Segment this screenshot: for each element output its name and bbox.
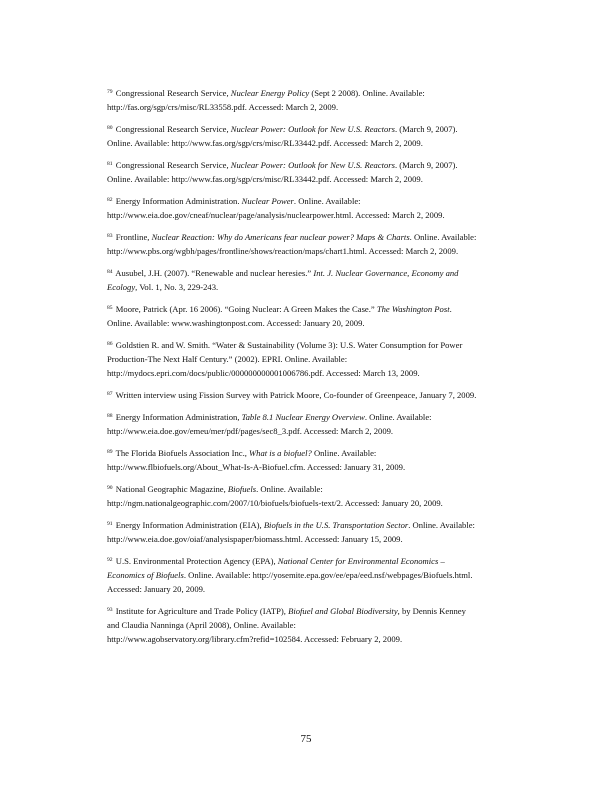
footnote-number: 90 — [107, 485, 113, 491]
footnotes-list — [107, 86, 547, 654]
footnote-text: Energy Information Administration, — [115, 412, 242, 422]
footnote-line — [107, 482, 547, 496]
footnote-text: http://mydocs.epri.com/docs/public/000000000001006786.pdf. Accessed: March 13, 2009. — [107, 368, 420, 378]
italic-title: Int. J. Nuclear Governance, Economy and — [313, 268, 459, 278]
footnote-line — [107, 100, 547, 114]
footnote-text: Online. Available: — [311, 448, 377, 458]
footnote-text: Written interview using Fission Survey with Patrick Moore, Co-founder of Greenpeace, January 7, 2009. — [115, 390, 477, 400]
footnote-text: http://www.flbiofuels.org/About_What-Is-A-Biofuel.cfm. Accessed: January 31, 2009. — [107, 462, 406, 472]
footnote-line — [107, 172, 547, 186]
footnote-line — [107, 158, 547, 172]
footnote-number: 92 — [107, 557, 113, 563]
page-number: 75 — [300, 733, 312, 745]
footnote-line — [107, 208, 547, 222]
footnote-86 — [107, 338, 547, 380]
footnote-line — [107, 632, 547, 646]
italic-title: Ecology — [107, 282, 136, 292]
footnote-number: 84 — [107, 269, 113, 275]
footnote-text: U.S. Environmental Protection Agency (EPA), — [115, 556, 278, 566]
footnote-89 — [107, 446, 547, 474]
footnote-text: Energy Information Administration. — [115, 196, 242, 206]
footnote-81 — [107, 158, 547, 186]
footnote-number: 83 — [107, 233, 113, 239]
footnote-line — [107, 338, 547, 352]
footnote-79 — [107, 86, 547, 114]
footnote-text: http://www.pbs.org/wgbh/pages/frontline/shows/reaction/maps/chart1.html. Accessed: March 2, 2009. — [107, 246, 459, 256]
footnote-text: , by Dennis Kenney — [397, 606, 466, 616]
footnote-text: . Online. Available: — [409, 232, 477, 242]
footnote-text: National Geographic Magazine, — [115, 484, 228, 494]
footnote-80 — [107, 122, 547, 150]
footnote-line — [107, 122, 547, 136]
footnote-line — [107, 460, 547, 474]
footnote-text: Production-The Next Half Century.” (2002). EPRI. Online. Available: — [107, 354, 348, 364]
footnote-number: 79 — [107, 89, 113, 95]
footnote-text: . Online. Available: — [364, 412, 432, 422]
footnote-text: http://www.agobservatory.org/library.cfm?refid=102584. Accessed: February 2, 2009. — [107, 634, 403, 644]
italic-title: Biofuels in the U.S. Transportation Sector — [263, 520, 409, 530]
footnote-line — [107, 230, 547, 244]
footnote-number: 89 — [107, 449, 113, 455]
footnote-text: Congressional Research Service, — [115, 160, 231, 170]
footnote-number: 93 — [107, 607, 113, 613]
italic-title: National Center for Environmental Economics – — [277, 556, 445, 566]
footnote-text: . Online. Available: — [293, 196, 361, 206]
footnote-text: . — [449, 304, 452, 314]
footnote-text: and Claudia Nanninga (April 2008), Online. Available: — [107, 620, 296, 630]
footnote-87 — [107, 388, 547, 402]
footnote-text: . Online. Available: — [256, 484, 323, 494]
footnote-text: Energy Information Administration (EIA), — [115, 520, 264, 530]
footnote-text: . Online. Available: — [408, 520, 475, 530]
footnote-line — [107, 410, 547, 424]
footnote-line — [107, 532, 547, 546]
footnote-line — [107, 352, 547, 366]
footnote-85 — [107, 302, 547, 330]
italic-title: Biofuel and Global Biodiversity — [288, 606, 398, 616]
italic-title: Nuclear Reaction: Why do Americans fear nuclear power? Maps & Charts — [151, 232, 410, 242]
footnote-number: 88 — [107, 413, 113, 419]
italic-title: Table 8.1 Nuclear Energy Overview — [241, 412, 365, 422]
footnote-text: http://www.eia.doe.gov/oiaf/analysispaper/biomass.html. Accessed: January 15, 2009. — [107, 534, 403, 544]
footnote-text: Online. Available: http://www.fas.org/sgp/crs/misc/RL33442.pdf. Accessed: March 2, 2009. — [107, 138, 423, 148]
footnote-line — [107, 266, 547, 280]
footnote-text: (Sept 2 2008). Online. Available: — [309, 88, 425, 98]
italic-title: Nuclear Power — [241, 196, 294, 206]
footnote-line — [107, 280, 547, 294]
footnote-text: http://www.eia.doe.gov/cneaf/nuclear/page/analysis/nuclearpower.html. Accessed: March 2, 2009. — [107, 210, 445, 220]
footnote-91 — [107, 518, 547, 546]
footnote-83 — [107, 230, 547, 258]
footnote-text: . (March 9, 2007). — [395, 160, 458, 170]
footnote-line — [107, 366, 547, 380]
italic-title: Economics of Biofuels — [107, 570, 184, 580]
footnote-text: , Vol. 1, No. 3, 229-243. — [135, 282, 219, 292]
footnote-93 — [107, 604, 547, 646]
footnote-number: 87 — [107, 391, 113, 397]
footnote-line — [107, 582, 547, 596]
footnote-text: Ausubel, J.H. (2007). “Renewable and nuclear heresies.” — [115, 268, 314, 278]
footnote-line — [107, 136, 547, 150]
footnote-line — [107, 554, 547, 568]
footnote-line — [107, 568, 547, 582]
footnote-line — [107, 446, 547, 460]
footnote-82 — [107, 194, 547, 222]
footnote-text: Moore, Patrick (Apr. 16 2006). “Going Nuclear: A Green Makes the Case.” — [115, 304, 377, 314]
footnote-92 — [107, 554, 547, 596]
footnote-text: http://fas.org/sgp/crs/misc/RL33558.pdf. Accessed: March 2, 2009. — [107, 102, 339, 112]
footnote-text: The Florida Biofuels Association Inc., — [115, 448, 250, 458]
footnote-text: Online. Available: www.washingtonpost.com. Accessed: January 20, 2009. — [107, 318, 365, 328]
footnote-text: Accessed: January 20, 2009. — [107, 584, 206, 594]
footnote-90 — [107, 482, 547, 510]
footnote-line — [107, 604, 547, 618]
italic-title: The Washington Post — [376, 304, 450, 314]
italic-title: Biofuels — [227, 484, 257, 494]
footnote-text: Online. Available: http://www.fas.org/sgp/crs/misc/RL33442.pdf. Accessed: March 2, 2009. — [107, 174, 423, 184]
footnote-number: 81 — [107, 161, 113, 167]
footnote-number: 82 — [107, 197, 113, 203]
footnote-line — [107, 194, 547, 208]
footnote-line — [107, 618, 547, 632]
footnote-number: 86 — [107, 341, 113, 347]
footnote-line — [107, 244, 547, 258]
footnote-line — [107, 518, 547, 532]
footnote-line — [107, 424, 547, 438]
footnote-text: Congressional Research Service, — [115, 124, 231, 134]
italic-title: Nuclear Power: Outlook for New U.S. Reactors — [230, 124, 395, 134]
footnote-84 — [107, 266, 547, 294]
footnote-text: http://ngm.nationalgeographic.com/2007/10/biofuels/biofuels-text/2. Accessed: January 20, 2009. — [107, 498, 443, 508]
footnote-line — [107, 316, 547, 330]
footnote-text: Goldstien R. and W. Smith. “Water & Sustainability (Volume 3): U.S. Water Consumption for Power — [115, 340, 463, 350]
footnote-number: 91 — [107, 521, 113, 527]
footnote-88 — [107, 410, 547, 438]
footnote-text: Institute for Agriculture and Trade Policy (IATP), — [115, 606, 289, 616]
footnote-text: http://www.eia.doe.gov/emeu/mer/pdf/pages/sec8_3.pdf. Accessed: March 2, 2009. — [107, 426, 394, 436]
italic-title: Nuclear Power: Outlook for New U.S. Reactors — [230, 160, 395, 170]
footnote-line — [107, 86, 547, 100]
footnote-text: . (March 9, 2007). — [395, 124, 458, 134]
italic-title: Nuclear Energy Policy — [230, 88, 310, 98]
footnote-number: 85 — [107, 305, 113, 311]
footnote-line — [107, 496, 547, 510]
footnote-line — [107, 388, 547, 402]
footnote-line — [107, 302, 547, 316]
footnote-number: 80 — [107, 125, 113, 131]
footnote-text: . Online. Available: http://yosemite.epa.gov/ee/epa/eed.nsf/webpages/Biofuels.html. — [183, 570, 473, 580]
footnote-text: Congressional Research Service, — [115, 88, 231, 98]
footnote-text: Frontline, — [115, 232, 152, 242]
italic-title: What is a biofuel? — [249, 448, 312, 458]
